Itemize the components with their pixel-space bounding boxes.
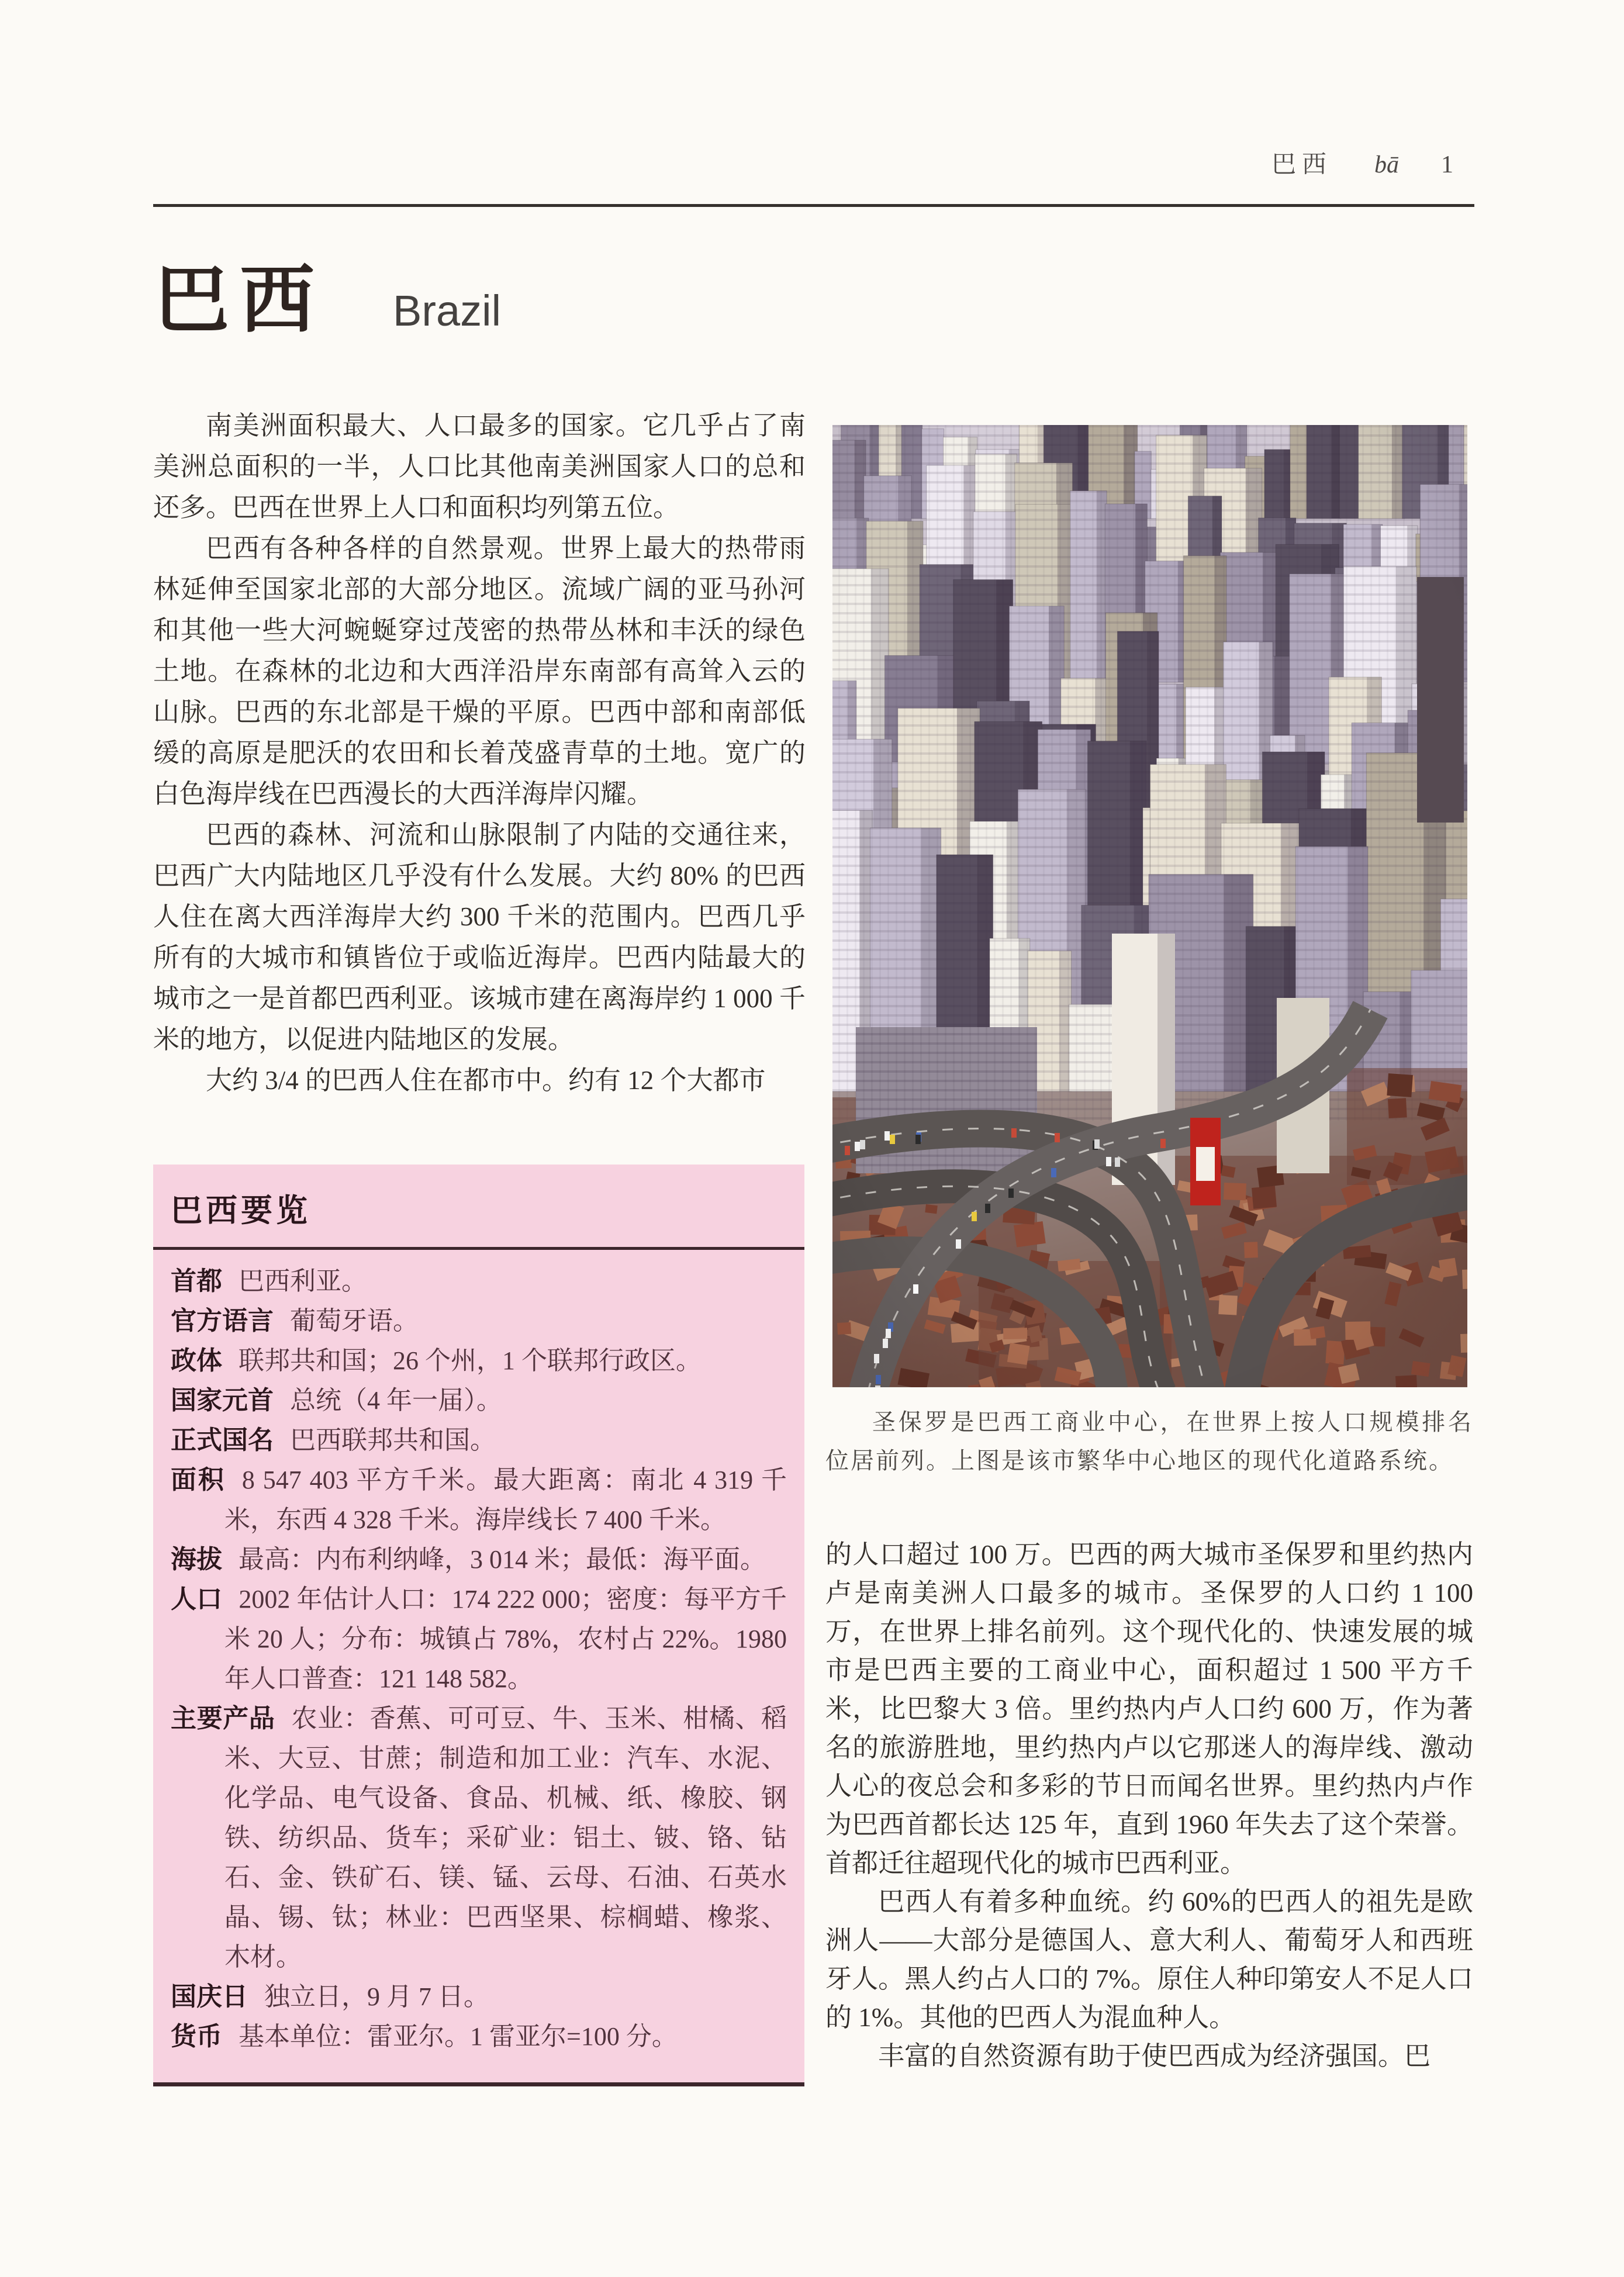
infobox-entry <box>171 1301 787 1341</box>
photo-caption: 圣保罗是巴西工商业中心，在世界上按人口规模排名位居前列。上图是该市繁华中心地区的现代化道路系统。 <box>825 1409 1473 1474</box>
infobox-entry <box>171 1421 787 1460</box>
infobox-entry-value: 8 547 403 平方千米。最大距离：南北 4 319 千米，东西 4 328 千米。海岸线长 7 400 千米。 <box>224 1466 787 1534</box>
infobox-entry-value: 基本单位：雷亚尔。1 雷亚尔=100 分。 <box>239 2022 678 2051</box>
infobox-entry-label: 货币 <box>171 2022 222 2051</box>
infobox-entry-label: 首都 <box>171 1267 222 1295</box>
paragraph: 南美洲面积最大、人口最多的国家。它几乎占了南美洲总面积的一半，人口比其他南美洲国家人口的总和还多。巴西在世界上人口和面积均列第五位。 <box>153 411 806 522</box>
page-header <box>818 145 1453 180</box>
infobox-entry-label: 海拔 <box>171 1545 222 1574</box>
paragraph: 丰富的自然资源有助于使巴西成为经济强国。巴 <box>878 2041 1431 2071</box>
infobox-entry-label: 正式国名 <box>171 1426 274 1454</box>
paragraph: 的人口超过 100 万。巴西的两大城市圣保罗和里约热内卢是南美洲人口最多的城市。圣保罗的人口约 1 100 万，在世界上排名前列。这个现代化的、快速发展的城市是巴西主要的工商业中心，面积超过 1 500 平方千米，比巴黎大 3 倍。里约热内卢人口约 600 万，作为著名的旅游胜地，里约热内卢以它那迷人的海岸线、激动人心的夜总会和多彩的节日而闻名世界。里约热内卢作为巴西首都长达 125 年，直到 1960 年失去了这个荣誉。首都迁往超现代化的城市巴西利亚。 <box>825 1540 1473 1878</box>
paragraph: 巴西人有着多种血统。约 60%的巴西人的祖先是欧洲人——大部分是德国人、意大利人、葡萄牙人和西班牙人。黑人约占人口的 7%。原住人种印第安人不足人口的 1%。其他的巴西人为混血种人。 <box>825 1887 1473 2032</box>
infobox-entry-label: 主要产品 <box>171 1704 275 1733</box>
country-facts-infobox <box>153 1165 804 2086</box>
infobox-entry <box>171 1699 787 1977</box>
paragraph: 大约 3/4 的巴西人住在都市中。约有 12 个大都市 <box>206 1066 766 1095</box>
infobox-entry-label: 面积 <box>171 1466 226 1494</box>
infobox-entry-value: 联邦共和国；26 个州，1 个联邦行政区。 <box>239 1346 702 1375</box>
infobox-entry <box>171 2017 787 2057</box>
infobox-entry <box>171 1580 787 1699</box>
article-title-english: Brazil <box>393 286 502 335</box>
infobox-entry-label: 人口 <box>171 1585 223 1613</box>
infobox-entry <box>171 1460 787 1540</box>
infobox-entry-label: 国家元首 <box>171 1386 274 1415</box>
infobox-entry-label: 官方语言 <box>171 1307 274 1335</box>
infobox-entry-value: 独立日，9 月 7 日。 <box>264 1982 489 2011</box>
infobox-entry-value: 葡萄牙语。 <box>290 1307 419 1335</box>
infobox-entry-value: 巴西联邦共和国。 <box>290 1426 496 1454</box>
infobox-entry-value: 巴西利亚。 <box>239 1267 367 1295</box>
paragraph: 巴西的森林、河流和山脉限制了内陆的交通往来，巴西广大内陆地区几乎没有什么发展。大约 80% 的巴西人住在离大西洋海岸大约 300 千米的范围内。巴西几乎所有的大城市和镇皆位于或临近海岸。巴西内陆最大的城市之一是首都巴西利亚。该城市建在离海岸约 1 000 千米的地方，以促进内陆地区的发展。 <box>153 820 806 1054</box>
left-text-column <box>153 405 806 1101</box>
page-number: 1 <box>1441 151 1453 178</box>
infobox-entry <box>171 1540 787 1580</box>
paragraph: 巴西有各种各样的自然景观。世界上最大的热带雨林延伸至国家北部的大部分地区。流域广阔的亚马孙河和其他一些大河蜿蜒穿过茂密的热带丛林和丰沃的绿色土地。在森林的北边和大西洋沿岸东南部有高耸入云的山脉。巴西的东北部是干燥的平原。巴西中部和南部低缓的高原是肥沃的农田和长着茂盛青草的土地。宽广的白色海岸线在巴西漫长的大西洋海岸闪耀。 <box>153 534 806 808</box>
infobox-title: 巴西要览 <box>171 1193 311 1228</box>
infobox-entry <box>171 1381 787 1421</box>
header-entry-title: 巴西 <box>1271 151 1332 178</box>
header-pinyin: bā <box>1374 151 1399 178</box>
right-text-column <box>825 1535 1473 2075</box>
article-title <box>154 240 501 347</box>
infobox-title-rule <box>153 1247 804 1250</box>
infobox-entry-label: 国庆日 <box>171 1982 248 2011</box>
infobox-entry <box>171 1341 787 1381</box>
infobox-entry <box>171 1262 787 1301</box>
city-aerial-photo <box>832 425 1467 1387</box>
infobox-entry-value: 2002 年估计人口：174 222 000；密度：每平方千米 20 人；分布：城镇占 78%，农村占 22%。1980 年人口普查：121 148 582。 <box>224 1585 787 1693</box>
aerial-photo-graphic <box>832 425 1467 1387</box>
header-rule <box>153 204 1474 207</box>
infobox-entry-label: 政体 <box>171 1346 222 1375</box>
infobox-entry <box>171 1977 787 2017</box>
infobox-entry-value: 最高：内布利纳峰，3 014 米；最低：海平面。 <box>239 1545 766 1574</box>
article-title-chinese: 巴西 <box>154 258 326 342</box>
infobox-entry-value: 总统（4 年一届）。 <box>290 1386 502 1415</box>
infobox-entry-value: 农业：香蕉、可可豆、牛、玉米、柑橘、稻米、大豆、甘蔗；制造和加工业：汽车、水泥、化学品、电气设备、食品、机械、纸、橡胶、钢铁、纺织品、货车；采矿业：铝土、铍、铬、钻石、金、铁矿石、镁、锰、云母、石油、石英水晶、锡、钛；林业：巴西坚果、棕榈蜡、橡浆、木材。 <box>224 1704 787 1971</box>
